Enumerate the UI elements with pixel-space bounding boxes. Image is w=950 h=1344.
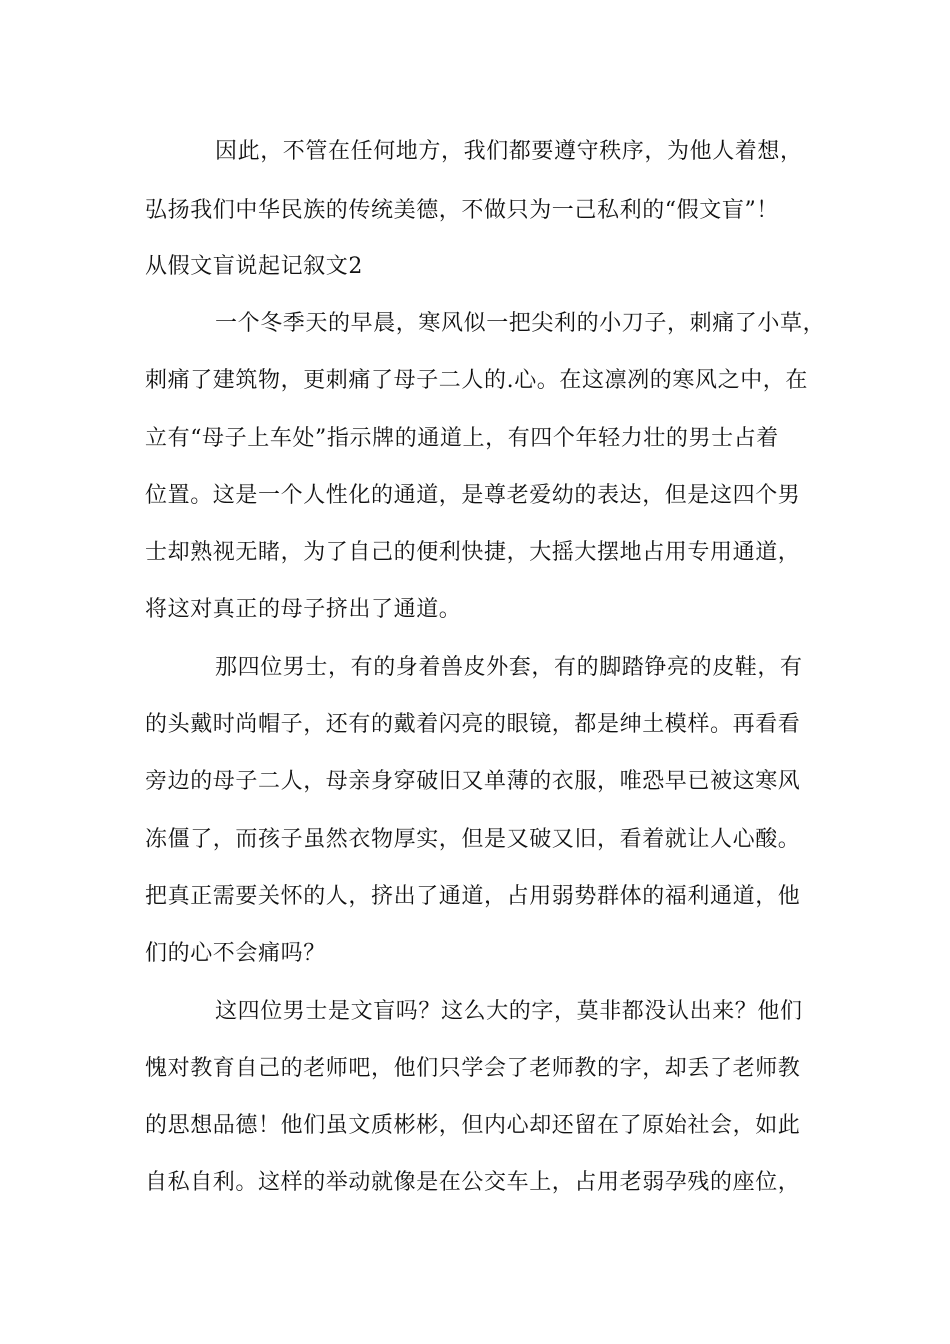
text-line: 士却熟视无睹，为了自己的便利快捷，大摇大摆地占用专用通道，	[145, 540, 801, 565]
text-line: 弘扬我们中华民族的传统美德，不做只为一己私利的“假文盲”！	[145, 198, 779, 223]
text-line: 一个冬季天的早晨，寒风似一把尖利的小刀子，刺痛了小草，	[215, 311, 826, 336]
text-line: 旁边的母子二人，母亲身穿破旧又单薄的衣服，唯恐早已被这寒风	[145, 769, 801, 794]
text-line: 把真正需要关怀的人，挤出了通道，占用弱势群体的福利通道，他	[145, 884, 801, 909]
text-line: 自私自利。这样的举动就像是在公交车上，占用老弱孕残的座位，	[145, 1170, 801, 1195]
text-line: 将这对真正的母子挤出了通道。	[145, 597, 462, 622]
text-line: 愧对教育自己的老师吧，他们只学会了老师教的字，却丢了老师教	[145, 1056, 801, 1081]
text-line: 冻僵了，而孩子虽然衣物厚实，但是又破又旧，看着就让人心酸。	[145, 827, 801, 852]
section-heading: 从假文盲说起记叙文2	[145, 254, 363, 279]
text-line: 的思想品德！他们虽文质彬彬，但内心却还留在了原始社会，如此	[145, 1113, 801, 1138]
text-line: 那四位男士，有的身着兽皮外套，有的脚踏铮亮的皮鞋，有	[215, 655, 803, 680]
text-line: 刺痛了建筑物，更刺痛了母子二人的.心。在这凛冽的寒风之中，在	[145, 368, 808, 393]
text-line: 因此，不管在任何地方，我们都要遵守秩序，为他人着想，	[215, 139, 803, 164]
text-line: 位置。这是一个人性化的通道，是尊老爱幼的表达，但是这四个男	[145, 483, 801, 508]
text-line: 的头戴时尚帽子，还有的戴着闪亮的眼镜，都是绅土模样。再看看	[145, 712, 801, 737]
text-line: 们的心不会痛吗？	[145, 941, 326, 966]
text-line: 这四位男士是文盲吗？这么大的字，莫非都没认出来？他们	[215, 999, 803, 1024]
text-line: 立有“母子上车处”指示牌的通道上，有四个年轻力壮的男士占着	[145, 426, 779, 451]
